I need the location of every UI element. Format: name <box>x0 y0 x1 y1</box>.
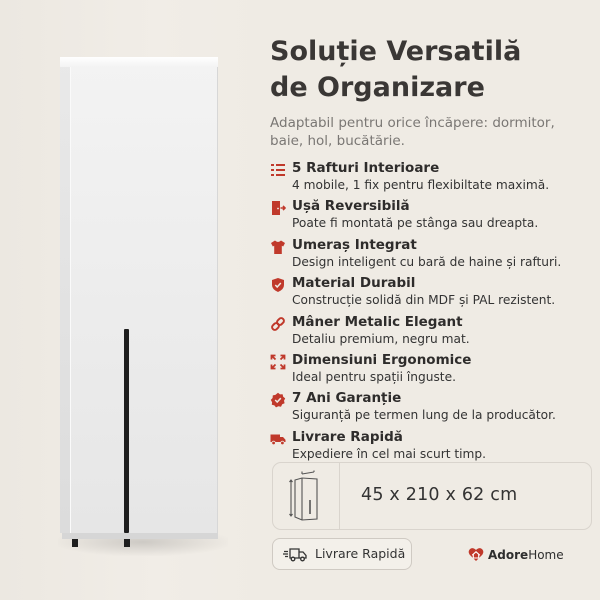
badge-check-icon <box>270 392 286 408</box>
wardrobe-handle <box>124 329 129 533</box>
feature-title: Umeraș Integrat <box>292 236 417 253</box>
feature-desc: Design inteligent cu bară de haine și rafturi. <box>292 254 562 269</box>
feature-item <box>270 351 592 389</box>
brand-name <box>488 548 564 562</box>
delivery-badge <box>272 538 412 570</box>
feature-item <box>270 428 592 466</box>
shelves-list-icon <box>270 162 286 178</box>
feature-item <box>270 389 592 427</box>
brand-name-part1: Adore <box>488 548 529 562</box>
feature-item <box>270 159 592 197</box>
feature-desc: Siguranță pe termen lung de la producător. <box>292 408 556 423</box>
feature-item <box>270 274 592 312</box>
link-icon <box>270 316 286 332</box>
feature-title: Material Durabil <box>292 275 416 292</box>
feature-title: Mâner Metalic Elegant <box>292 313 463 330</box>
dimensions-text: 45 x 210 x 62 cm <box>361 485 518 505</box>
feature-title: 5 Rafturi Interioare <box>292 160 440 176</box>
dimensions-box <box>272 462 592 530</box>
feature-item <box>270 236 592 274</box>
feature-item <box>270 313 592 351</box>
wardrobe-plinth <box>62 533 218 539</box>
door-exit-icon <box>270 200 286 216</box>
expand-arrows-icon <box>270 354 286 370</box>
feature-title: Ușă Reversibilă <box>292 198 410 215</box>
wardrobe-product-image <box>60 57 218 551</box>
product-image-panel <box>0 0 262 600</box>
feature-list <box>270 159 592 466</box>
feature-title: Livrare Rapidă <box>292 428 403 445</box>
shirt-icon <box>270 239 286 255</box>
wardrobe-top-panel <box>60 57 218 67</box>
feature-item <box>270 197 592 235</box>
feature-title: Dimensiuni Ergonomice <box>292 351 472 368</box>
wardrobe-foot <box>124 539 130 547</box>
title-line-2: de Organizare <box>270 72 485 103</box>
feature-desc: Expediere în cel mai scurt timp. <box>292 446 487 461</box>
feature-desc: Poate fi montată pe stânga sau dreapta. <box>292 216 539 231</box>
feature-desc: Ideal pentru spații înguste. <box>292 369 456 384</box>
shield-icon <box>270 277 286 293</box>
feature-desc: 4 mobile, 1 fix pentru flexibiltate maximă. <box>292 178 550 192</box>
brand-name-part2: Home <box>528 548 564 562</box>
wardrobe-side-panel <box>60 57 70 533</box>
dimensions-icon-cell <box>273 463 340 529</box>
feature-desc: Construcție solidă din MDF și PAL rezistent. <box>292 293 556 308</box>
page-title <box>270 34 590 106</box>
delivery-badge-label: Livrare Rapidă <box>315 546 406 561</box>
subtitle: Adaptabil pentru orice încăpere: dormitor, baie, hol, bucătărie. <box>270 115 555 149</box>
wardrobe-door <box>70 63 218 533</box>
title-line-1: Soluție Versatilă <box>270 36 522 67</box>
feature-desc: Detaliu premium, negru mat. <box>292 331 470 346</box>
truck-icon <box>270 431 286 447</box>
feature-title: 7 Ani Garanție <box>292 390 402 407</box>
wardrobe-foot <box>72 539 78 547</box>
